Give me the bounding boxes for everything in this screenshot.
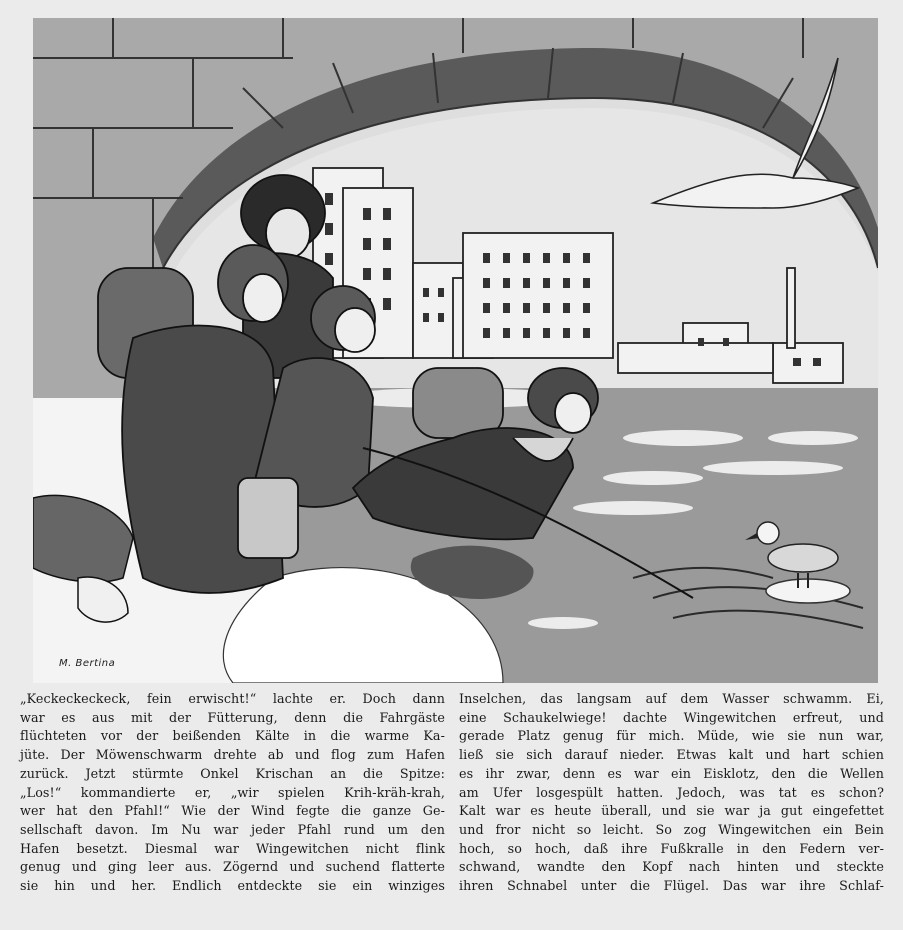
text-line: hoch, so hoch, daß ihre Fußkralle in den Federn ver- xyxy=(459,840,884,856)
text-line: ließ sie sich darauf nieder. Etwas kalt und hart schien xyxy=(459,747,884,763)
text-line: wer hat den Pfahl!“ Wie der Wind fegte die ganze Ge- xyxy=(20,803,445,819)
children-fishing-under-bridge-illustration xyxy=(33,18,878,683)
text-line: war es aus mit der Fütterung, denn die Fahrgäste xyxy=(20,709,445,725)
text-line: Kalt war es heute überall, und sie war ja gut eingefettet xyxy=(459,803,884,819)
text-line: „Keckeckeckeck, fein erwischt!“ lachte er. Doch dann xyxy=(20,691,445,706)
illustrator-signature: M. Bertina xyxy=(59,658,116,669)
text-line: „Los!“ kommandierte er, „wir spielen Krih-kräh-krah, xyxy=(20,784,445,800)
text-line: jüte. Der Möwenschwarm drehte ab und flog zum Hafen xyxy=(20,747,445,763)
text-line: eine Schaukelwiege! dachte Wingewitchen erfreut, und xyxy=(459,709,884,725)
illustration-drawing xyxy=(33,18,878,683)
text-line: es ihr zwar, denn es war ein Eisklotz, den die Wellen xyxy=(459,765,884,781)
text-line: zurück. Jetzt stürmte Onkel Krischan an die Spitze: xyxy=(20,765,445,781)
text-line: flüchteten vor der beißenden Kälte in die warme Ka- xyxy=(20,728,445,744)
text-line: genug und ging leer aus. Zögernd und suchend flatterte xyxy=(20,859,445,875)
text-column-right xyxy=(459,690,884,896)
text-line: schwand, wandte den Kopf nach hinten und steckte xyxy=(459,859,884,875)
text-line: sellschaft davon. Im Nu war jeder Pfahl rund um den xyxy=(20,821,445,837)
text-line: sie hin und her. Endlich entdeckte sie ein winziges xyxy=(20,878,445,894)
text-line: und fror nicht so leicht. So zog Wingewitchen ein Bein xyxy=(459,821,884,837)
text-line: Hafen besetzt. Diesmal war Wingewitchen nicht flink xyxy=(20,840,445,856)
text-line: ihren Schnabel unter die Flügel. Das war ihre Schlaf- xyxy=(459,878,884,894)
text-column-left xyxy=(20,690,445,896)
text-line: am Ufer losgespült hatten. Jedoch, was tat es schon? xyxy=(459,784,884,800)
text-line: Inselchen, das langsam auf dem Wasser schwamm. Ei, xyxy=(459,691,884,706)
text-line: gerade Platz genug für mich. Müde, wie sie nun war, xyxy=(459,728,884,744)
